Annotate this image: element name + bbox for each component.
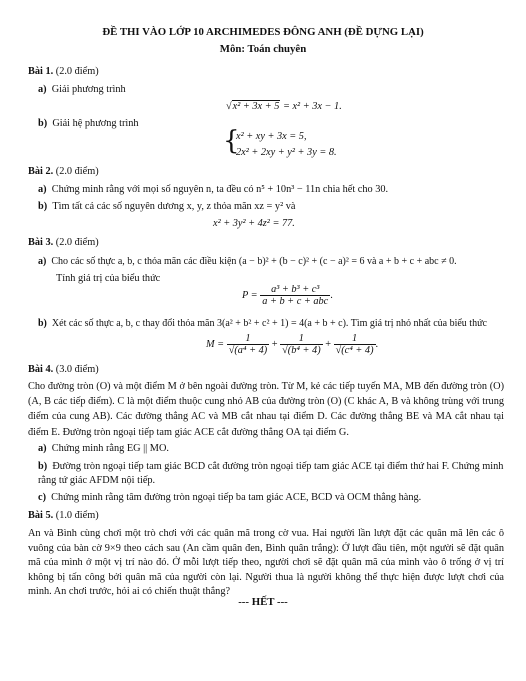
bai3-b-formula: M = $\frac{1}{\text{√(a⁴ + 4)}}$ + $\frac{1}{\text{√(b⁴ + 4)}}$ + $\frac{1}{\text{√(c⁴ + 4)}}$ . bbox=[206, 333, 379, 356]
bai2-a-label: a) bbox=[38, 184, 47, 195]
exam-title: ĐỀ THI VÀO LỚP 10 ARCHIMEDES ĐÔNG ANH (ĐỀ DỰNG LẠI) bbox=[102, 26, 424, 38]
bai3-b-label: b) bbox=[38, 318, 47, 329]
bai3-a-label: a) bbox=[38, 256, 47, 267]
formula-m-term3 bbox=[334, 333, 376, 356]
system-brace: { bbox=[223, 126, 240, 156]
bai2-b-text: Tìm tất cả các số nguyên dương x, y, z thỏa mãn xz = y² và bbox=[52, 201, 296, 212]
term2-denominator: √(b⁴ + 4) bbox=[282, 345, 321, 356]
formula-m-term1 bbox=[227, 333, 269, 356]
bai2-b-label: b) bbox=[38, 201, 48, 212]
bai5-text: An và Bình cùng chơi một trò chơi với các quân mã trong cờ vua. Hai người lần lượt đặt các quân mã lên các ô vuông của bàn cờ 9×9 theo cách sau (An cầm quân đen, Bình quân trắng): Ở lượt đầu tiên, một người sẽ đặt quân mã của mình ở một vị trí nào đó. Ở mỗi lượt tiếp theo, người chơi sẽ đặt quân mã của mình vào ô trống ở vị trí không bị tấn công bởi quân mã của người còn lại. Người thua là người không thể thực hiện được lượt chơi của mình. An chơi trước, hỏi ai có chiến thuật thắng? bbox=[28, 528, 504, 598]
bai2-a bbox=[38, 184, 388, 195]
bai4-points: (3.0 điểm) bbox=[55, 364, 99, 375]
bai1-b-eq2: 2x² + 2xy + y² + 3y = 8. bbox=[236, 147, 337, 158]
bai2-b-equation: x² + 3y² + 4z² = 77. bbox=[213, 218, 295, 229]
bai1-heading bbox=[28, 66, 99, 77]
bai1-a bbox=[38, 84, 126, 95]
formula-p-numerator: a³ + b³ + c³ bbox=[260, 284, 330, 296]
bai5-title: Bài 5. bbox=[28, 510, 54, 521]
bai1-a-label: a) bbox=[38, 84, 47, 95]
bai3-a-formula: P = $\frac{\text{a³ + b³ + c³}}{\text{a + b + c + abc}}$ . bbox=[242, 284, 333, 307]
bai1-b-eq1: x² + xy + 3x = 5, bbox=[236, 131, 307, 142]
bai4-a bbox=[38, 443, 169, 454]
bai3-points: (2.0 điểm) bbox=[55, 237, 99, 248]
bai3-a-text: Cho các số thực a, b, c thỏa mãn các điều kiện (a − b)² + (b − c)² + (c − a)² = 6 và a + b + c + abc ≠ 0. bbox=[51, 256, 457, 267]
bai4-c-text: Chứng minh rằng tâm đường tròn ngoại tiếp ba tam giác ACE, BCD và OCM thẳng hàng. bbox=[51, 492, 422, 503]
term3-denominator: √(c⁴ + 4) bbox=[335, 345, 374, 356]
bai4-a-label: a) bbox=[38, 443, 47, 454]
bai4-b bbox=[38, 460, 504, 488]
bai1-b-text: Giải hệ phương trình bbox=[52, 118, 139, 129]
bai4-intro: Cho đường tròn (O) và một điểm M ở bên ngoài đường tròn. Từ M, kẻ các tiếp tuyến MA, MB đến đường tròn (O) (A, B các tiếp điểm). C là một điểm thuộc cung nhỏ AB của đường tròn (O) (C khác A, B và không trùng với trung điểm của cung AB). Các đường thẳng AC và MB cắt nhau tại điểm D. Các đường thẳng BE và MA cắt nhau tại điểm E. Đường tròn ngoại tiếp tam giác ACE cắt đường thẳng OA tại điểm G. bbox=[28, 381, 504, 438]
term1-numerator: 1 bbox=[227, 333, 269, 345]
bai4-heading bbox=[28, 364, 99, 375]
bai4-title: Bài 4. bbox=[28, 364, 54, 375]
formula-m-term2 bbox=[280, 333, 322, 356]
bai3-heading bbox=[28, 237, 99, 248]
formula-p-label: P = bbox=[242, 289, 258, 301]
bai1-a-eq-lhs: x² + 3x + 5 bbox=[232, 101, 280, 112]
formula-p-fraction bbox=[260, 284, 330, 307]
bai1-points: (2.0 điểm) bbox=[55, 66, 99, 77]
bai1-b bbox=[38, 118, 139, 129]
bai3-title: Bài 3. bbox=[28, 237, 54, 248]
bai1-a-eq-rhs: = x² + 3x − 1. bbox=[282, 101, 342, 112]
bai2-b bbox=[38, 201, 295, 212]
bai2-a-text: Chứng minh rằng với mọi số nguyên n, ta đều có n⁵ + 10n³ − 11n chia hết cho 30. bbox=[51, 184, 389, 195]
bai4-a-text: Chứng minh rằng EG || MO. bbox=[51, 443, 169, 454]
formula-p-denominator: a + b + c + abc bbox=[262, 296, 329, 307]
term1-denominator: √(a⁴ + 4) bbox=[228, 345, 268, 356]
bai3-a bbox=[38, 256, 457, 267]
bai2-points: (2.0 điểm) bbox=[55, 166, 99, 177]
bai5-heading bbox=[28, 510, 99, 521]
term2-numerator: 1 bbox=[280, 333, 322, 345]
bai1-b-label: b) bbox=[38, 118, 48, 129]
bai3-b bbox=[38, 318, 487, 329]
bai1-a-equation: √x² + 3x + 5 = x² + 3x − 1. bbox=[226, 101, 342, 112]
bai4-b-text: Đường tròn ngoại tiếp tam giác BCD cắt đường tròn ngoại tiếp tam giác ACE tại điểm thứ hai F. Chứng minh rằng tứ giác AFDM nội tiếp. bbox=[38, 461, 504, 486]
formula-m-label: M = bbox=[206, 338, 225, 350]
bai1-a-text: Giải phương trình bbox=[51, 84, 126, 95]
end-mark: --- HẾT --- bbox=[238, 596, 288, 608]
bai3-a-text2: Tính giá trị của biểu thức bbox=[56, 273, 161, 284]
bai2-title: Bài 2. bbox=[28, 166, 54, 177]
bai3-b-text: Xét các số thực a, b, c thay đổi thỏa mãn 3(a² + b² + c² + 1) = 4(a + b + c). Tìm giá trị nhỏ nhất của biểu thức bbox=[51, 318, 487, 329]
bai1-title: Bài 1. bbox=[28, 66, 54, 77]
bai4-c-label: c) bbox=[38, 492, 46, 503]
exam-subtitle: Môn: Toán chuyên bbox=[219, 43, 307, 55]
term3-numerator: 1 bbox=[334, 333, 376, 345]
bai5-points: (1.0 điểm) bbox=[55, 510, 99, 521]
bai2-heading bbox=[28, 166, 99, 177]
bai4-b-label: b) bbox=[38, 461, 48, 472]
bai4-c bbox=[38, 492, 421, 503]
